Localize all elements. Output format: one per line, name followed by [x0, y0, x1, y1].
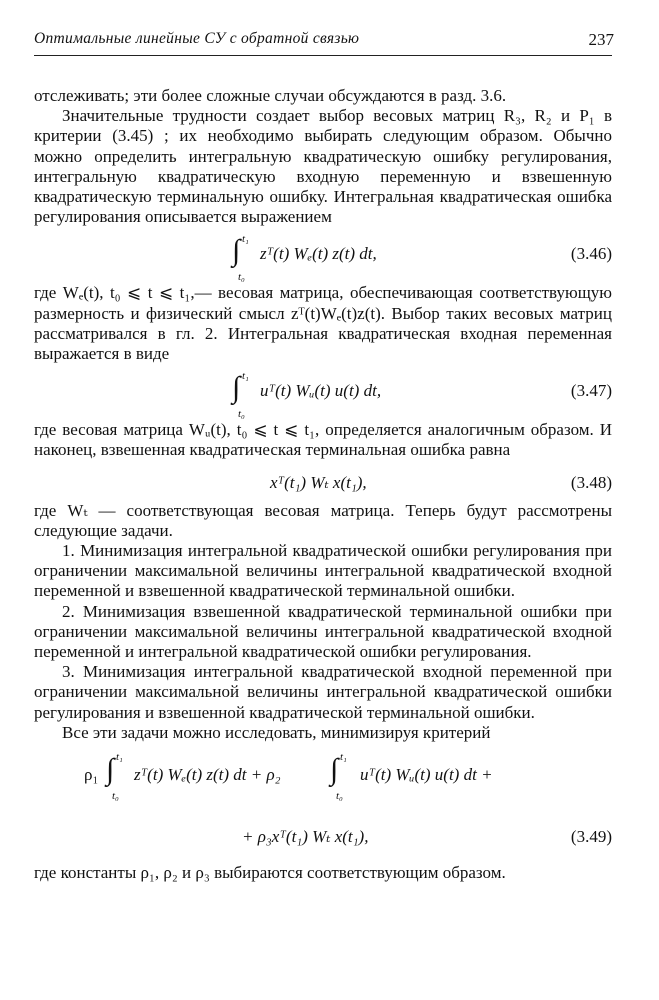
equation-number: (3.49)	[570, 827, 612, 847]
equation-expression: xᵀ(t₁) Wₜ x(t₁),	[270, 472, 367, 492]
equation-3-47	[34, 364, 612, 420]
paragraph-problems-intro: где Wₜ — соответствующая весовая матрица. Теперь будут рассмотрены следующие задачи.	[34, 500, 612, 540]
integral-lower-limit-2: t₀	[336, 790, 343, 803]
integral-lower-limit: t₀	[238, 408, 245, 421]
equation-expression: zᵀ(t) Wₑ(t) z(t) dt,	[260, 244, 377, 264]
paragraph-input-weight: где весовая матрица Wᵤ(t), t₀ ⩽ t ⩽ t₁, определяется аналогичным образом. И наконец, взвешенная квадратическая терминальная ошибка равна	[34, 420, 612, 460]
rho-1: ρ₁	[84, 765, 99, 785]
equation-3-46	[34, 227, 612, 283]
integral-sign: ∫	[232, 234, 241, 268]
integral-upper-limit: t₁	[242, 370, 249, 383]
integral-upper-limit-2: t₁	[340, 751, 347, 764]
book-page	[34, 30, 614, 883]
paragraph-weight-matrices: Значительные трудности создает выбор весовых матриц R₃, R₂ и P₁ в критерии (3.45) ; их необходимо выбирать следующим образом. Обычно можно определить интегральную квадратическую ошибку регулирования, интегральную квадратическую входную переменную и взвешенную квадратическую терминальную ошибку. Интегральная квадратическая ошибка регулирования описывается выражением	[34, 106, 612, 227]
integral-sign-2: ∫	[330, 753, 339, 787]
integral-upper-limit-1: t₁	[116, 751, 123, 764]
equation-number: (3.48)	[570, 472, 612, 492]
paragraph-criterion-intro: Все эти задачи можно исследовать, минимизируя критерий	[62, 722, 491, 742]
integral-lower-limit-1: t₀	[112, 790, 119, 803]
integral-lower-limit: t₀	[238, 271, 245, 284]
page-body	[34, 86, 612, 883]
list-item-3: 3. Минимизация интегральной квадратической входной переменной при ограничении максимальной величины интегральной квадратической ошибки регулирования и взвешенной квадратической терминальной ошибки.	[34, 662, 612, 722]
page-header	[34, 30, 612, 54]
criterion-term-1: zᵀ(t) Wₑ(t) z(t) dt + ρ₂	[134, 765, 281, 785]
equation-number: (3.46)	[570, 244, 612, 264]
criterion-term-2: uᵀ(t) Wᵤ(t) u(t) dt +	[360, 765, 493, 785]
criterion-line-2: + ρ₃xᵀ(t₁) Wₜ x(t₁),	[242, 827, 369, 847]
list-item-2: 2. Минимизация взвешенной квадратической терминальной ошибки при ограничении максимальной величины интегральной квадратической входной переменной и интегральной квадратической ошибки регулирования.	[34, 601, 612, 662]
list-item-1: 1. Минимизация интегральной квадратической ошибки регулирования при ограничении максимальной величины интегральной квадратической входной переменной и взвешенной квадратической терминальной ошибки.	[34, 541, 612, 601]
integral-sign: ∫	[232, 371, 241, 405]
equation-number: (3.47)	[570, 381, 612, 401]
paragraph-continuation: отслеживать; эти более сложные случаи обсуждаются в разд. 3.6.	[34, 86, 507, 105]
integral-sign-1: ∫	[106, 753, 115, 787]
header-rule	[34, 55, 612, 56]
paragraph-weight-description: где Wₑ(t), t₀ ⩽ t ⩽ t₁,— весовая матрица, обеспечивающая соответствующую размерность и физический смысл zᵀ(t)Wₑ(t)z(t). Выбор таких весовых матриц рассматривался в гл. 2. Интегральная квадратическая входная переменная выражается в виде	[34, 283, 612, 364]
page-number: 237	[588, 30, 614, 49]
equation-3-48	[34, 471, 612, 497]
paragraph-constants: где константы ρ₁, ρ₂ и ρ₃ выбираются соответствующим образом.	[34, 863, 506, 883]
equation-expression: uᵀ(t) Wᵤ(t) u(t) dt,	[260, 381, 382, 401]
equation-3-49	[34, 743, 612, 863]
running-title: Оптимальные линейные СУ с обратной связью	[34, 30, 360, 47]
integral-upper-limit: t₁	[242, 233, 249, 246]
